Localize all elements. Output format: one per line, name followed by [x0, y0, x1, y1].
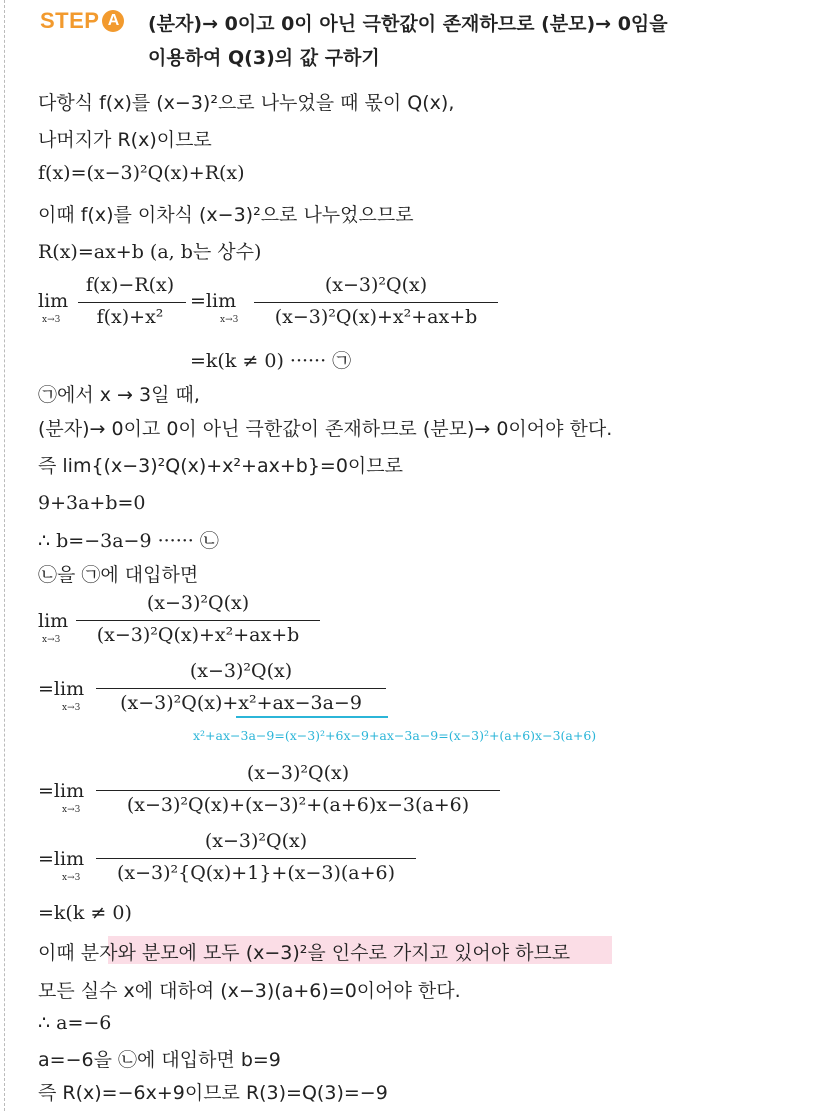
highlighted-text-line: 이때 분자와 분모에 모두 (x−3)²을 인수로 가지고 있어야 하므로 [38, 942, 571, 964]
substitution-underline [236, 716, 388, 718]
denominator: f(x)+x² [96, 306, 164, 328]
text-line: 모든 실수 x에 대하여 (x−3)(a+6)=0이어야 한다. [38, 980, 461, 1002]
lim-subscript: x→3 [220, 315, 239, 325]
text-line: 다항식 f(x)를 (x−3)²으로 나누었을 때 몫이 Q(x), [38, 92, 455, 114]
text-line: a=−6을 ㉡에 대입하면 b=9 [38, 1049, 281, 1071]
numerator: (x−3)²Q(x) [146, 592, 250, 614]
equation-line: f(x)=(x−3)²Q(x)+R(x) [38, 162, 245, 184]
step-header [40, 8, 124, 34]
equation-line: =k(k ≠ 0) ······ ㉠ [190, 350, 352, 372]
fraction-bar [78, 302, 186, 303]
denominator: (x−3)²{Q(x)+1}+(x−3)(a+6) [116, 862, 396, 884]
lim-subscript: x→3 [42, 315, 61, 325]
equation-line: ∴ b=−3a−9 ······ ㉡ [38, 530, 219, 552]
text-line: 이때 f(x)를 이차식 (x−3)²으로 나누었으므로 [38, 204, 414, 226]
page-border [4, 0, 5, 1111]
text-line: ㉠에서 x → 3일 때, [38, 384, 200, 406]
numerator: (x−3)²Q(x) [324, 274, 428, 296]
fraction-bar [76, 620, 320, 621]
step-title-line2: 이용하여 Q(3)의 값 구하기 [148, 47, 380, 69]
text-line: 즉 R(x)=−6x+9이므로 R(3)=Q(3)=−9 [38, 1082, 388, 1104]
lim-symbol: lim [38, 610, 69, 632]
numerator: (x−3)²Q(x) [189, 660, 293, 682]
substitution-note: x²+ax−3a−9=(x−3)²+6x−9+ax−3a−9=(x−3)²+(a+6)x−3(a+6) [193, 728, 597, 743]
equation-line: R(x)=ax+b (a, b는 상수) [38, 241, 262, 263]
equation-line: 9+3a+b=0 [38, 492, 146, 514]
lim-symbol: =lim [38, 678, 85, 700]
lim-subscript: x→3 [42, 635, 61, 645]
text-line: ㉡을 ㉠에 대입하면 [38, 564, 199, 586]
lim-subscript: x→3 [62, 805, 81, 815]
numerator: (x−3)²Q(x) [246, 762, 350, 784]
step-letter-badge: A [102, 10, 124, 32]
lim-symbol: =lim [190, 290, 237, 312]
denominator: (x−3)²Q(x)+x²+ax+b [274, 306, 478, 328]
text-line: 나머지가 R(x)이므로 [38, 129, 212, 151]
fraction-bar [96, 688, 386, 689]
lim-symbol: =lim [38, 848, 85, 870]
denominator: (x−3)²Q(x)+x²+ax−3a−9 [120, 692, 362, 714]
numerator: f(x)−R(x) [85, 274, 175, 296]
numerator: (x−3)²Q(x) [204, 830, 308, 852]
step-label: STEP [40, 8, 100, 33]
text-line: (분자)→ 0이고 0이 아닌 극한값이 존재하므로 (분모)→ 0이어야 한다. [38, 418, 613, 440]
lim-subscript: x→3 [62, 703, 81, 713]
fraction-bar [96, 790, 500, 791]
lim-symbol: =lim [38, 780, 85, 802]
fraction-bar [96, 858, 416, 859]
denominator: (x−3)²Q(x)+x²+ax+b [96, 624, 300, 646]
denominator: (x−3)²Q(x)+(x−3)²+(a+6)x−3(a+6) [126, 794, 470, 816]
equation-line: ∴ a=−6 [38, 1012, 112, 1034]
lim-symbol: lim [38, 290, 69, 312]
fraction-bar [254, 302, 498, 303]
step-title-line1: (분자)→ 0이고 0이 아닌 극한값이 존재하므로 (분모)→ 0임을 [148, 13, 668, 35]
equation-line: =k(k ≠ 0) [38, 902, 132, 924]
lim-subscript: x→3 [62, 873, 81, 883]
text-line: 즉 lim{(x−3)²Q(x)+x²+ax+b}=0이므로 [38, 455, 403, 477]
